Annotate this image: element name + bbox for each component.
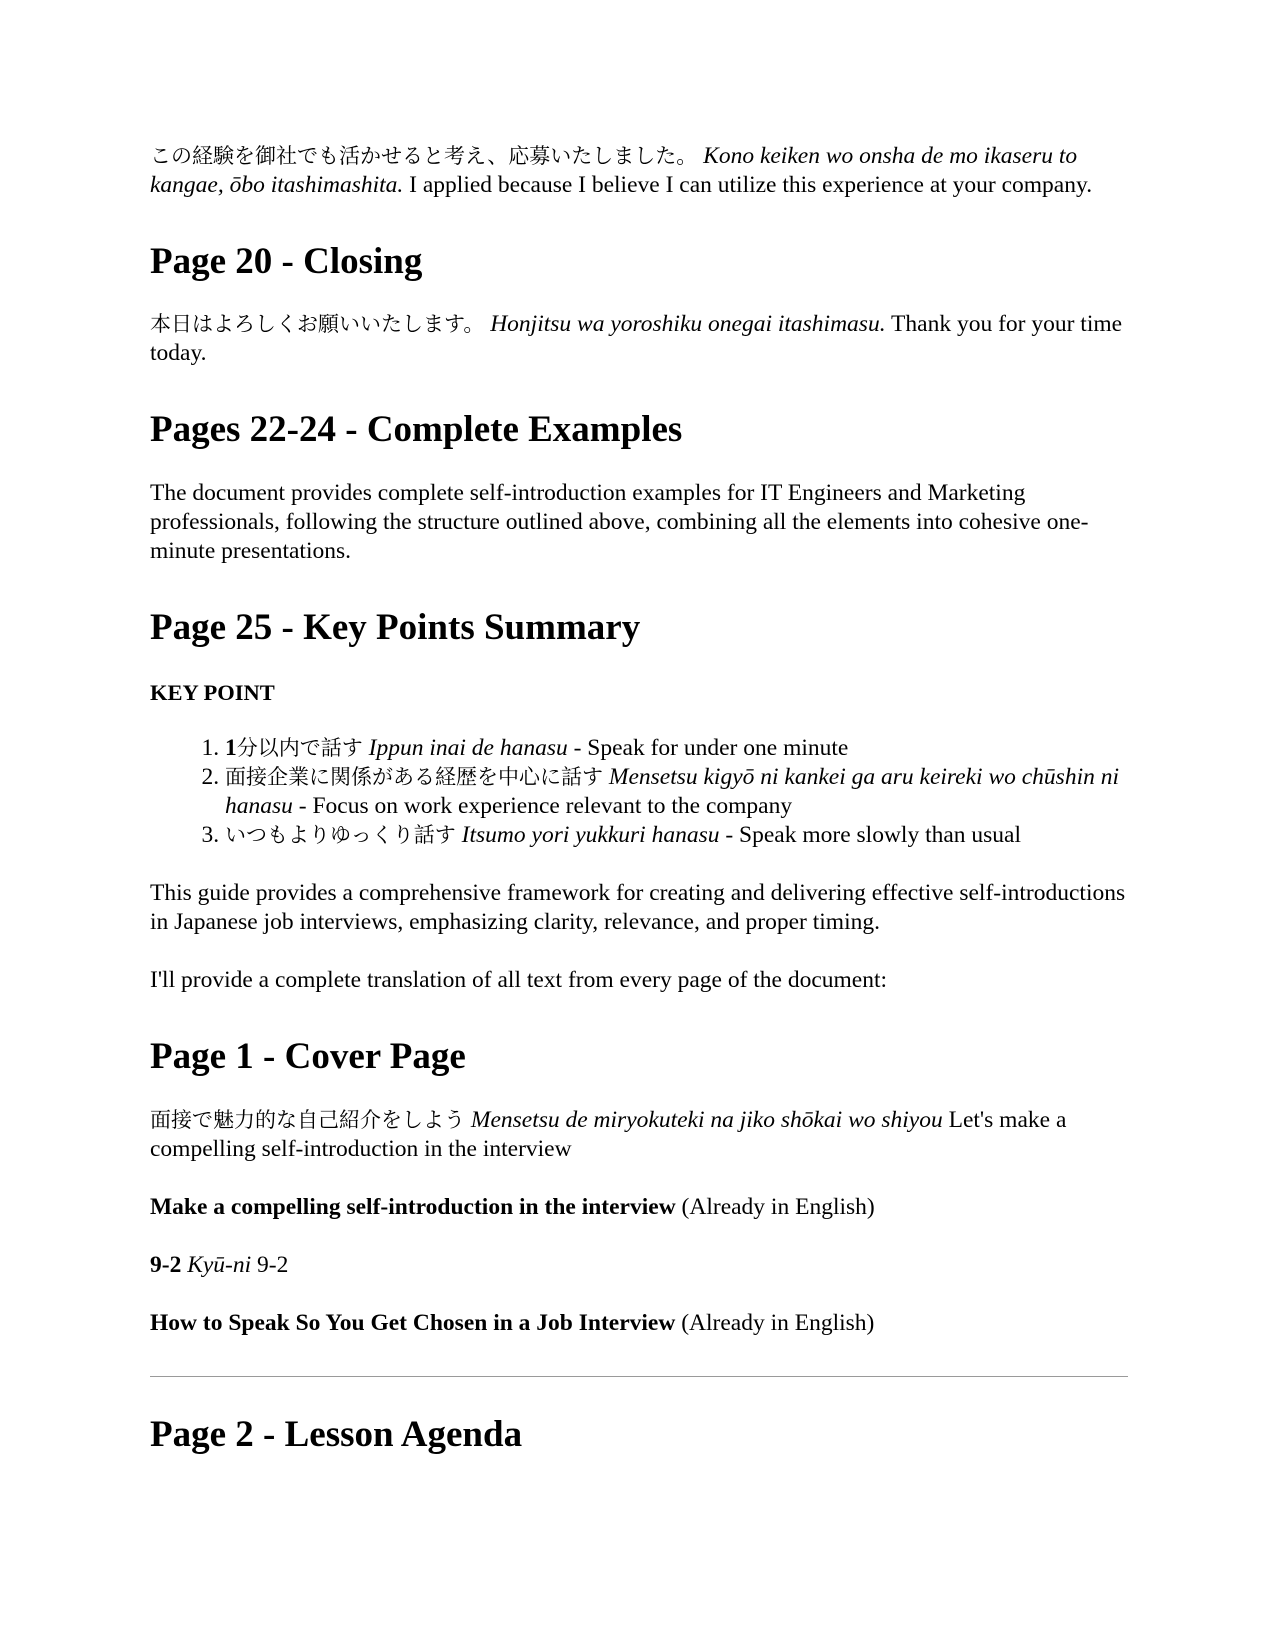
guide-paragraph: This guide provides a comprehensive framework for creating and delivering effective self-introductions in Japanese job interviews, emphasizing clarity, relevance, and proper timing. bbox=[150, 880, 1126, 935]
closing-heading: Page 20 - Closing bbox=[150, 241, 423, 282]
document-page bbox=[150, 142, 1128, 1457]
key-points-list bbox=[150, 734, 1128, 850]
examples-heading: Pages 22-24 - Complete Examples bbox=[150, 409, 683, 450]
subtitle-note: (Already in English) bbox=[681, 1310, 875, 1336]
key-point-romaji: Itsumo yori yukkuri hanasu bbox=[461, 822, 720, 848]
key-point-english: - Focus on work experience relevant to the company bbox=[298, 793, 793, 819]
key-point-japanese: 面接企業に関係がある経歴を中心に話す bbox=[225, 765, 603, 789]
examples-paragraph: The document provides complete self-introduction examples for IT Engineers and Marketing professionals, following the structure outlined above, combining all the elements into cohesive one-minute presentations. bbox=[150, 480, 1089, 564]
lesson-code: 9-2 bbox=[150, 1252, 182, 1278]
agenda-heading: Page 2 - Lesson Agenda bbox=[150, 1414, 523, 1455]
cover-japanese: 面接で魅力的な自己紹介をしよう bbox=[150, 1108, 465, 1132]
cover-english-note: (Already in English) bbox=[681, 1194, 875, 1220]
cover-title-paragraph bbox=[150, 1106, 1128, 1164]
intro-romaji: Kono keiken wo onsha de mo ikaseru to kangae, ōbo itashimashita. bbox=[150, 143, 1078, 198]
list-item bbox=[225, 734, 1128, 763]
intro-japanese: この経験を御社でも活かせると考え、応募いたしました。 bbox=[150, 144, 698, 168]
closing-japanese: 本日はよろしくお願いいたします。 bbox=[150, 312, 485, 336]
lesson-code-paragraph bbox=[150, 1251, 1128, 1280]
cover-english-title: Make a compelling self-introduction in the interview bbox=[150, 1194, 676, 1220]
closing-romaji: Honjitsu wa yoroshiku onegai itashimasu. bbox=[490, 311, 886, 337]
key-point-number: 1 bbox=[225, 735, 237, 761]
subtitle-paragraph bbox=[150, 1309, 1128, 1338]
key-point-japanese: 分以内で話す bbox=[236, 736, 363, 760]
lesson-code-romaji: Kyū-ni bbox=[187, 1252, 252, 1278]
cover-romaji: Mensetsu de miryokuteki na jiko shōkai wo shiyou bbox=[470, 1107, 943, 1133]
cover-english: Let's make a compelling self-introduction in the interview bbox=[150, 1107, 1067, 1162]
subtitle-title: How to Speak So You Get Chosen in a Job Interview bbox=[150, 1310, 676, 1336]
cover-english-title-paragraph bbox=[150, 1193, 1128, 1222]
closing-paragraph bbox=[150, 310, 1128, 368]
list-item bbox=[225, 763, 1128, 821]
key-point-english: - Speak for under one minute bbox=[573, 735, 849, 761]
translation-intro-paragraph: I'll provide a complete translation of all text from every page of the document: bbox=[150, 967, 888, 993]
list-item bbox=[225, 821, 1128, 850]
closing-english: Thank you for your time today. bbox=[150, 311, 1123, 366]
summary-heading: Page 25 - Key Points Summary bbox=[150, 607, 641, 648]
key-point-label: KEY POINT bbox=[150, 680, 275, 705]
lesson-code-plain: 9-2 bbox=[257, 1252, 289, 1278]
cover-heading: Page 1 - Cover Page bbox=[150, 1036, 466, 1077]
key-point-romaji: Ippun inai de hanasu bbox=[368, 735, 568, 761]
key-point-japanese: いつもよりゆっくり話す bbox=[225, 823, 456, 847]
section-divider bbox=[150, 1376, 1128, 1377]
key-point-romaji: Mensetsu kigyō ni kankei ga aru keireki wo chūshin ni hanasu bbox=[225, 764, 1120, 819]
intro-english: I applied because I believe I can utilize this experience at your company. bbox=[409, 172, 1093, 198]
intro-paragraph bbox=[150, 142, 1128, 200]
key-point-english: - Speak more slowly than usual bbox=[725, 822, 1022, 848]
